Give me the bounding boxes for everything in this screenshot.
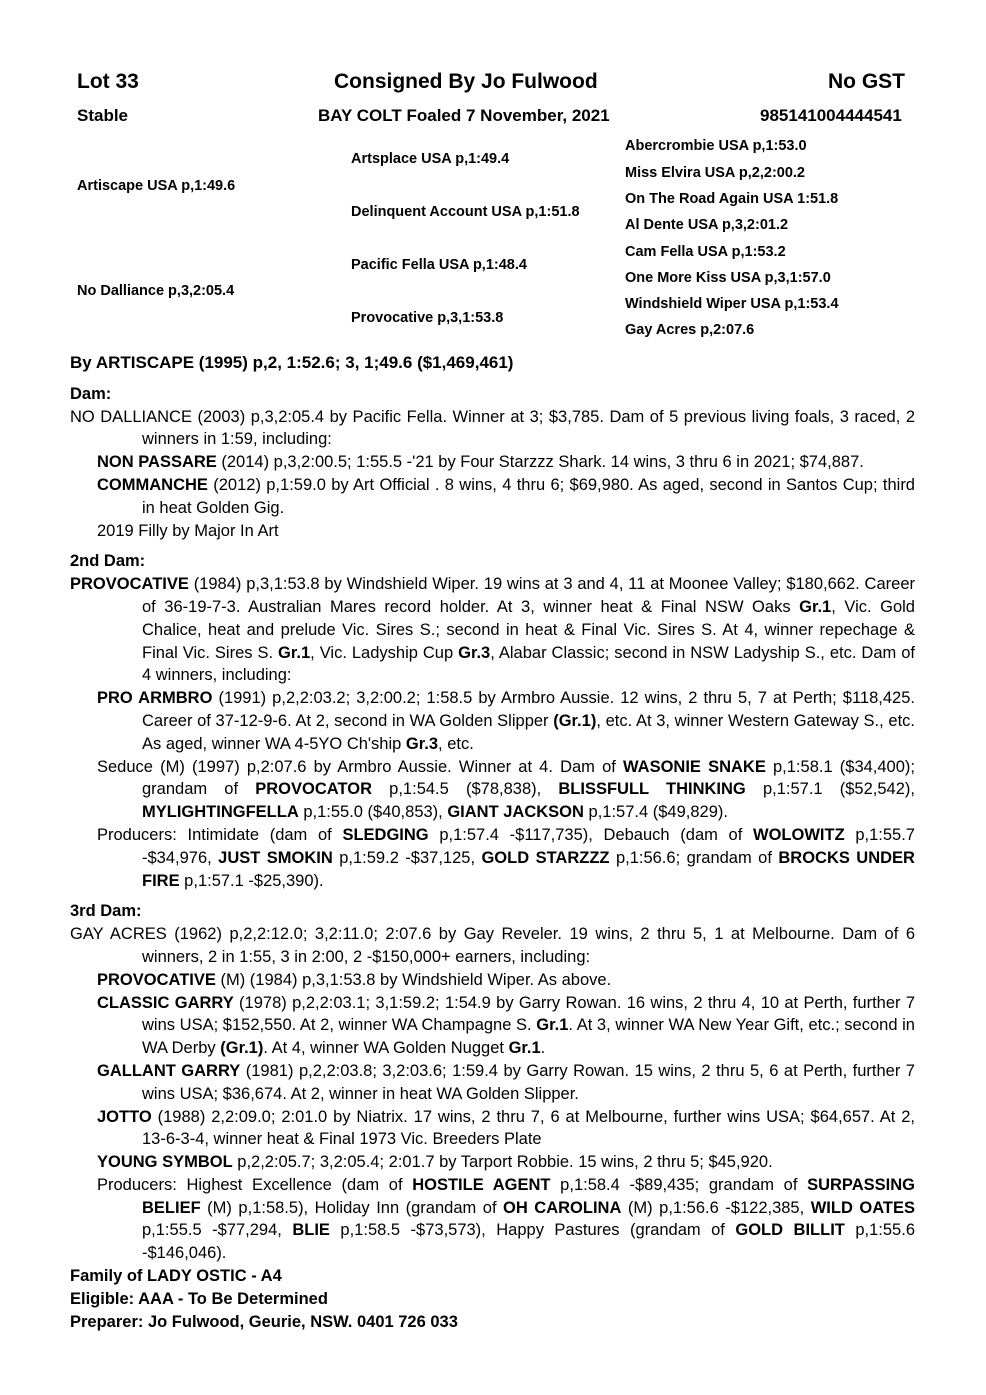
third-dam-producers xyxy=(70,1174,915,1265)
horse-name: WASONIE SNAKE xyxy=(623,757,766,776)
pedigree-sire-sire: Artsplace USA p,1:49.4 xyxy=(351,151,510,167)
pedigree-g8: Gay Acres p,2:07.6 xyxy=(625,322,755,338)
horse-name: GIANT JACKSON xyxy=(447,803,584,822)
entry-text: p,1:55.7 -$34,976, xyxy=(142,825,915,867)
horse-name: MYLIGHTINGFELLA xyxy=(142,803,299,822)
horse-name: GOLD BILLIT xyxy=(735,1221,845,1240)
gst-status: No GST xyxy=(828,70,905,93)
stable-label: Stable xyxy=(77,106,129,125)
consignor: Consigned By Jo Fulwood xyxy=(334,70,598,93)
third-dam-progeny-entry xyxy=(70,969,915,992)
pedigree-sire: Artiscape USA p,1:49.6 xyxy=(77,178,236,194)
entry-text: p,1:55.6 -$146,046). xyxy=(142,1221,915,1263)
pedigree-g1: Abercrombie USA p,1:53.0 xyxy=(625,138,807,154)
grade: (Gr.1) xyxy=(220,1039,264,1058)
entry-text: p,1:57.4 -$117,735), Debauch (dam of xyxy=(428,825,754,844)
entry-text: , Vic. Ladyship Cup xyxy=(310,643,459,662)
horse-name: GOLD STARZZZ xyxy=(481,848,610,867)
horse-name: JOTTO xyxy=(97,1107,152,1126)
pedigree-g2: Miss Elvira USA p,2,2:00.2 xyxy=(625,165,805,181)
entry-text: p,2,2:05.7; 3,2:05.4; 2:01.7 by Tarport Robbie. 15 wins, 2 thru 5; $45,920. xyxy=(232,1153,773,1172)
pedigree-dam: No Dalliance p,3,2:05.4 xyxy=(77,283,235,299)
entry-text: (1981) p,2,2:03.8; 3,2:03.6; 1:59.4 by Garry Rowan. 15 wins, 2 thru 5, 6 at Perth, further 7 wins USA; $36,674. At 2, winner in heat WA Golden Slipper. xyxy=(142,1061,915,1103)
entry-text: , Vic. Gold Chalice, heat and prelude Vic. Sires S.; second in heat & Final Vic. Sires S. At 4, winner repechage & Final Vic. Sires S. xyxy=(142,597,915,662)
entry-text: (2012) p,1:59.0 by Art Official . 8 wins, 4 thru 6; $69,980. As aged, second in Santos Cup; third in heat Golden Gig. xyxy=(142,475,915,517)
microchip-number: 985141004444541 xyxy=(760,106,902,125)
horse-name: OH CAROLINA xyxy=(503,1198,622,1217)
horse-name: BROCKS UNDER FIRE xyxy=(142,848,915,890)
horse-name: PROVOCATOR xyxy=(255,780,372,799)
entry-text: . xyxy=(540,1039,546,1058)
horse-name: JUST SMOKIN xyxy=(218,848,333,867)
entry-text: p,1:58.1 ($34,400); grandam of xyxy=(142,757,915,799)
eligible-line: Eligible: AAA - To Be Determined xyxy=(70,1289,328,1308)
second-dam-intro xyxy=(70,573,915,687)
pedigree-g6: One More Kiss USA p,3,1:57.0 xyxy=(625,270,831,286)
entry-text: , Alabar Classic; second in NSW Ladyship S., etc. Dam of 4 winners, including: xyxy=(142,643,915,685)
horse-name: PROVOCATIVE xyxy=(97,970,216,989)
horse-name: SURPASSING BELIEF xyxy=(142,1175,915,1217)
horse-name: BLIE xyxy=(292,1221,330,1240)
pedigree-dam-dam: Provocative p,3,1:53.8 xyxy=(351,310,504,326)
grade: Gr.3 xyxy=(405,734,439,753)
dam-progeny-entry xyxy=(70,451,915,474)
horse-name: WILD OATES xyxy=(810,1198,915,1217)
grade: Gr.1 xyxy=(278,643,311,662)
pedigree-g4: Al Dente USA p,3,2:01.2 xyxy=(625,217,789,233)
pedigree-g7: Windshield Wiper USA p,1:53.4 xyxy=(625,296,839,312)
dam-progeny-entry: 2019 Filly by Major In Art xyxy=(97,521,279,540)
entry-text: (M) (1984) p,3,1:53.8 by Windshield Wiper. As above. xyxy=(215,970,612,989)
horse-name: WOLOWITZ xyxy=(753,825,845,844)
dam-heading: Dam: xyxy=(70,384,112,403)
second-dam-producers xyxy=(70,824,915,892)
second-dam-progeny-entry xyxy=(70,756,915,824)
grade: (Gr.1) xyxy=(553,711,597,730)
horse-description: BAY COLT Foaled 7 November, 2021 xyxy=(318,106,610,125)
third-dam-progeny-entry xyxy=(70,1106,915,1152)
entry-text: p,1:55.0 ($40,853), xyxy=(298,803,448,822)
entry-text: p,1:57.4 ($49,829). xyxy=(583,803,728,822)
sire-line: By ARTISCAPE (1995) p,2, 1:52.6; 3, 1;49.6 ($1,469,461) xyxy=(70,353,514,372)
entry-text: , etc. At 3, winner Western Gateway S., etc. As aged, winner WA 4-5YO Ch'ship xyxy=(142,711,915,753)
pedigree-dam-sire: Pacific Fella USA p,1:48.4 xyxy=(351,257,527,273)
grade: Gr.3 xyxy=(458,643,491,662)
entry-text: (M) p,1:58.5), Holiday Inn (grandam of xyxy=(200,1198,504,1217)
horse-name: SLEDGING xyxy=(342,825,429,844)
horse-name: NON PASSARE xyxy=(97,453,217,472)
horse-name: PRO ARMBRO xyxy=(97,689,213,708)
horse-name: HOSTILE AGENT xyxy=(412,1175,551,1194)
preparer-line: Preparer: Jo Fulwood, Geurie, NSW. 0401 726 033 xyxy=(70,1312,458,1331)
horse-name: COMMANCHE xyxy=(97,475,208,494)
pedigree-sire-dam: Delinquent Account USA p,1:51.8 xyxy=(351,204,580,220)
horse-name: YOUNG SYMBOL xyxy=(97,1153,233,1172)
entry-text: (1984) p,3,1:53.8 by Windshield Wiper. 19 wins at 3 and 4, 11 at Moonee Valley; $180,662. Career of 36-19-7-3. Australian Mares record holder. At 3, winner heat & Final NSW Oaks xyxy=(142,575,915,616)
entry-text: p,1:54.5 ($78,838), xyxy=(371,780,559,799)
entry-text: p,1:56.6; grandam of xyxy=(609,848,779,867)
entry-text: (M) p,1:56.6 -$122,385, xyxy=(621,1198,811,1217)
pedigree-g3: On The Road Again USA 1:51.8 xyxy=(625,191,839,207)
entry-text: p,1:58.4 -$89,435; grandam of xyxy=(550,1175,808,1194)
third-dam-heading: 3rd Dam: xyxy=(70,902,142,921)
third-dam-intro: GAY ACRES (1962) p,2,2:12.0; 3,2:11.0; 2:07.6 by Gay Reveler. 19 wins, 2 thru 5, 1 at Melbourne. Dam of 6 winners, 2 in 1:55, 3 in 2:00, 2 -$150,000+ earners, including: xyxy=(70,925,915,966)
entry-text: p,1:57.1 -$25,390). xyxy=(179,871,324,890)
dam-intro: NO DALLIANCE (2003) p,3,2:05.4 by Pacific Fella. Winner at 3; $3,785. Dam of 5 previous living foals, 3 raced, 2 winners in 1:59, including: xyxy=(70,407,915,449)
lot-number: Lot 33 xyxy=(77,70,139,93)
grade: Gr.1 xyxy=(536,1016,569,1035)
entry-text: p,1:59.2 -$37,125, xyxy=(332,848,482,867)
second-dam-heading: 2nd Dam: xyxy=(70,552,146,571)
entry-text: p,1:57.1 ($52,542), xyxy=(745,780,915,799)
pedigree-g5: Cam Fella USA p,1:53.2 xyxy=(625,244,786,260)
family-line: Family of LADY OSTIC - A4 xyxy=(70,1267,282,1286)
entry-text: Producers: Intimidate (dam of xyxy=(97,825,343,844)
second-dam-progeny-entry xyxy=(70,687,915,755)
entry-text: (1988) 2,2:09.0; 2:01.0 by Niatrix. 17 wins, 2 thru 7, 6 at Melbourne, further wins USA; $64,657. At 2, 13-6-3-4, winner heat & Final 1973 Vic. Breeders Plate xyxy=(142,1107,915,1149)
horse-name: PROVOCATIVE xyxy=(70,575,189,594)
entry-text: (2014) p,3,2:00.5; 1:55.5 -'21 by Four Starzzz Shark. 14 wins, 3 thru 6 in 2021; $74,887. xyxy=(216,453,864,472)
horse-name: BLISSFULL THINKING xyxy=(558,780,746,799)
horse-name: GALLANT GARRY xyxy=(97,1061,241,1080)
entry-text: . At 3, winner WA New Year Gift, etc.; second in WA Derby xyxy=(142,1016,915,1058)
entry-text: p,1:55.5 -$77,294, xyxy=(142,1221,293,1240)
horse-name: CLASSIC GARRY xyxy=(97,993,234,1012)
dam-progeny-entry xyxy=(70,474,915,520)
entry-text: Producers: Highest Excellence (dam of xyxy=(97,1175,413,1194)
grade: Gr.1 xyxy=(508,1039,541,1058)
grade: Gr.1 xyxy=(799,597,832,616)
entry-text: , etc. xyxy=(438,734,474,753)
catalogue-body xyxy=(70,350,915,1333)
third-dam-progeny-entry xyxy=(70,1151,915,1174)
third-dam-progeny-entry xyxy=(70,992,915,1060)
entry-text: p,1:58.5 -$73,573), Happy Pastures (grandam of xyxy=(329,1221,736,1240)
entry-text: (1991) p,2,2:03.2; 3,2:00.2; 1:58.5 by Armbro Aussie. 12 wins, 2 thru 5, 7 at Perth; $118,425. Career of 37-12-9-6. At 2, second in WA Golden Slipper xyxy=(142,689,915,730)
entry-text: (1978) p,2,2:03.1; 3,1:59.2; 1:54.9 by Garry Rowan. 16 wins, 2 thru 4, 10 at Perth, further 7 wins USA; $152,550. At 2, winner WA Champagne S. xyxy=(142,993,916,1035)
entry-text: Seduce (M) (1997) p,2:07.6 by Armbro Aussie. Winner at 4. Dam of xyxy=(97,757,623,776)
third-dam-progeny-entry xyxy=(70,1060,915,1106)
entry-text: . At 4, winner WA Golden Nugget xyxy=(263,1039,509,1058)
